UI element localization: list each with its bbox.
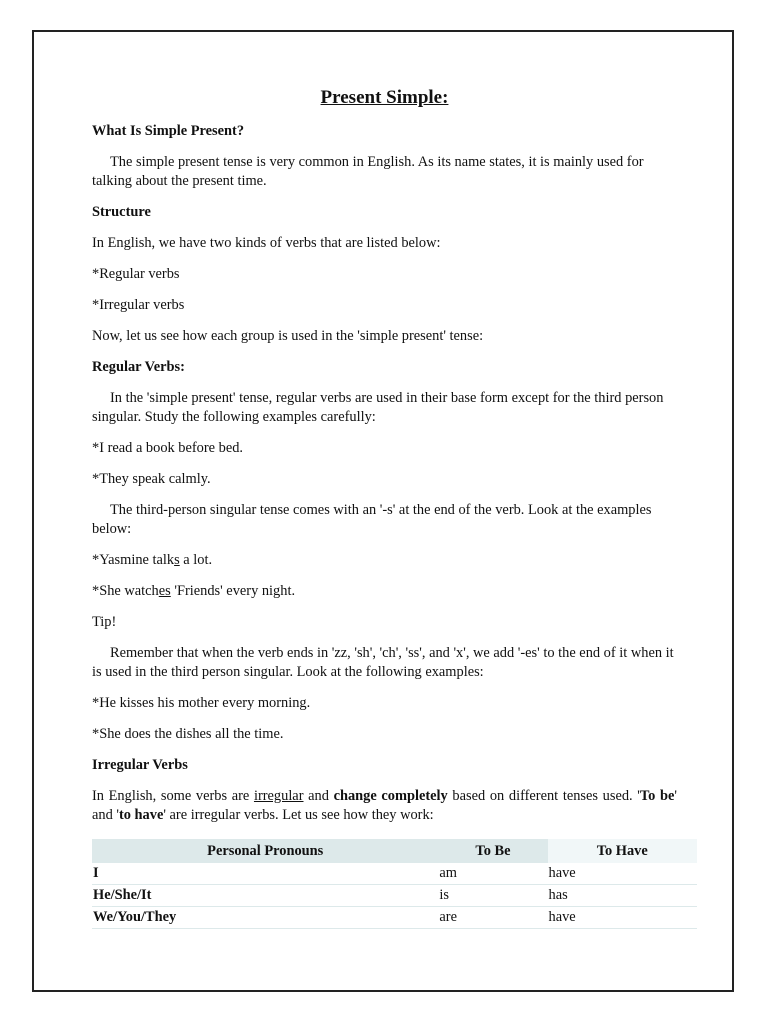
- to-be-bold: To be: [639, 788, 675, 804]
- irregular-underlined: irregular: [253, 788, 304, 804]
- header-personal-pronouns: Personal Pronouns: [92, 839, 438, 863]
- paragraph-text: ' and ': [92, 788, 677, 823]
- example-does-dishes: *She does the dishes all the time.: [92, 726, 284, 742]
- cell-pronoun: We/You/They: [92, 907, 438, 929]
- example-she-watches: [92, 582, 677, 601]
- heading-regular-verbs: Regular Verbs:: [92, 359, 185, 375]
- cell-to-have: has: [548, 885, 698, 907]
- paragraph-structure: In English, we have two kinds of verbs that are listed below:: [92, 235, 441, 251]
- example-read-book: *I read a book before bed.: [92, 440, 244, 456]
- example-speak-calmly: *They speak calmly.: [92, 471, 211, 487]
- to-have-bold: to have: [118, 807, 164, 823]
- example-text: *Yasmine talk: [92, 552, 175, 568]
- tip-label: Tip!: [92, 614, 117, 630]
- header-to-be: To Be: [438, 839, 547, 863]
- paragraph-text: and: [303, 788, 334, 804]
- paragraph-irregular-verbs: [92, 787, 677, 825]
- paragraph-text: ' are irregular verbs. Let us see how they work:: [163, 807, 434, 823]
- suffix-underlined: es: [158, 583, 171, 599]
- header-to-have: To Have: [548, 839, 698, 863]
- suffix-underlined: s: [174, 552, 180, 568]
- heading-structure: Structure: [92, 204, 151, 220]
- paragraph-structure-followup: Now, let us see how each group is used in the 'simple present' tense:: [92, 328, 484, 344]
- page-border: [32, 30, 734, 992]
- example-text: 'Friends' every night.: [170, 583, 296, 599]
- pronoun-verb-table: [92, 839, 697, 929]
- table-row: [92, 863, 697, 885]
- cell-to-have: have: [548, 863, 698, 885]
- cell-to-be: is: [438, 885, 547, 907]
- paragraph-third-person: The third-person singular tense comes with an '-s' at the end of the verb. Look at the examples below:: [92, 502, 652, 537]
- example-yasmine-talks: [92, 551, 677, 570]
- table-header-row: [92, 839, 697, 863]
- cell-to-be: are: [438, 907, 547, 929]
- heading-irregular-verbs: Irregular Verbs: [92, 757, 188, 773]
- example-kisses: *He kisses his mother every morning.: [92, 695, 311, 711]
- paragraph-text: based on different tenses used. ': [447, 788, 640, 804]
- change-completely-bold: change completely: [333, 788, 448, 804]
- list-item-regular-verbs: *Regular verbs: [92, 266, 180, 282]
- list-item-irregular-verbs: *Irregular verbs: [92, 297, 185, 313]
- cell-pronoun: I: [92, 863, 438, 885]
- cell-to-have: have: [548, 907, 698, 929]
- paragraph-text: In English, some verbs are: [92, 788, 254, 804]
- paragraph-regular-verbs: In the 'simple present' tense, regular verbs are used in their base form except for the third person singular. Study the following examples carefully:: [92, 390, 664, 425]
- table-row: [92, 907, 697, 929]
- cell-pronoun: He/She/It: [92, 885, 438, 907]
- cell-to-be: am: [438, 863, 547, 885]
- table-row: [92, 885, 697, 907]
- paragraph-intro: The simple present tense is very common in English. As its name states, it is mainly used for talking about the present time.: [92, 154, 644, 189]
- example-text: *She watch: [92, 583, 159, 599]
- page-title: Present Simple:: [320, 87, 449, 108]
- paragraph-tip: Remember that when the verb ends in 'zz, 'sh', 'ch', 'ss', and 'x', we add '-es' to the end of it when it is used in the third person singular. Look at the following examples:: [92, 645, 674, 680]
- example-text: a lot.: [179, 552, 213, 568]
- heading-what-is-simple-present: What Is Simple Present?: [92, 123, 245, 139]
- document-body: [92, 86, 677, 929]
